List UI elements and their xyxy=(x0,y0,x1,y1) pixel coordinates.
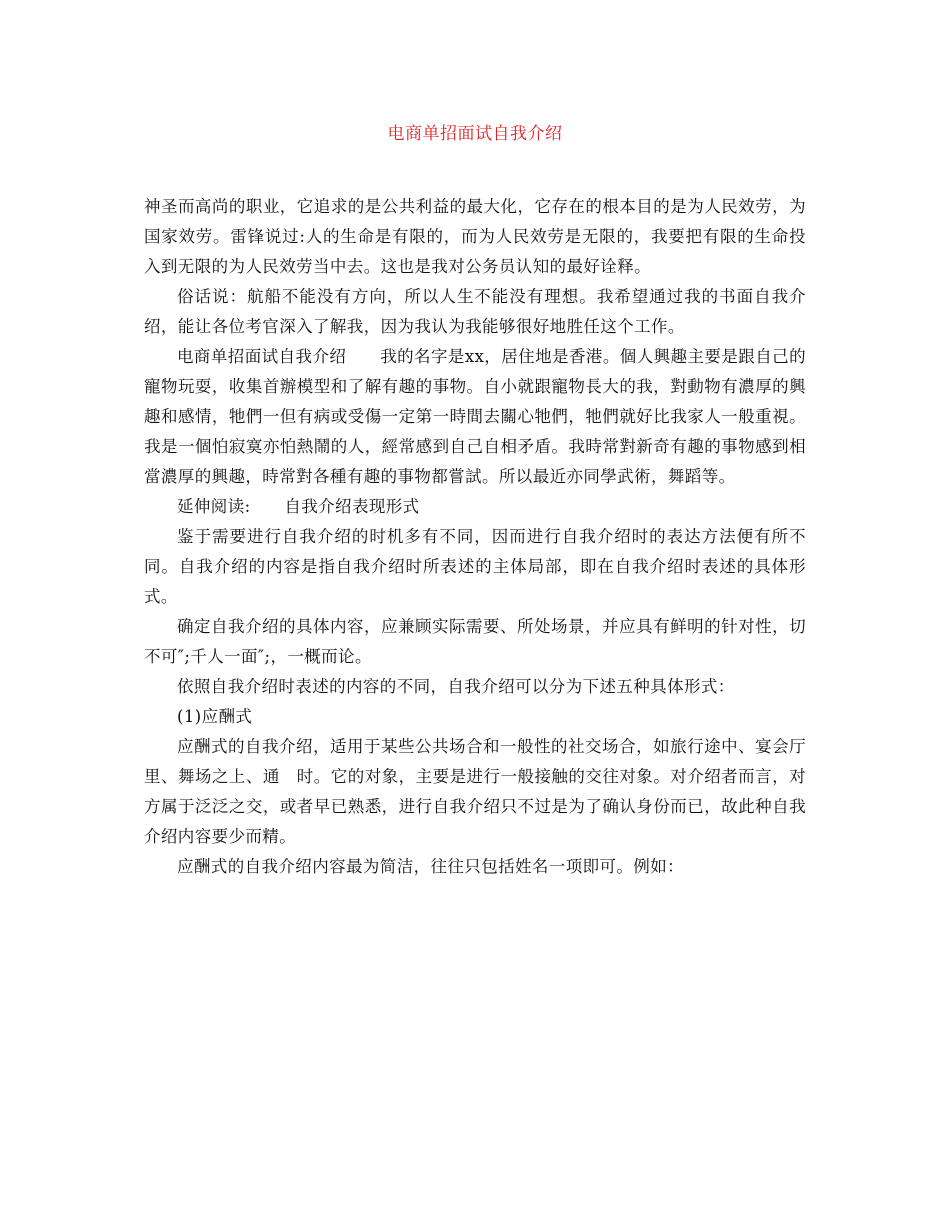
paragraph-1: 神圣而高尚的职业，它追求的是公共利益的最大化，它存在的根本目的是为人民效劳，为国家效劳。雷锋说过:人的生命是有限的，而为人民效劳是无限的，我要把有限的生命投入到无限的为人民效劳当中去。这也是我对公务员认知的最好诠释。 xyxy=(144,197,806,276)
paragraph-7: 依照自我介绍时表述的内容的不同，自我介绍可以分为下述五种具体形式： xyxy=(177,677,735,696)
paragraph-2: 俗话说：航船不能没有方向，所以人生不能没有理想。我希望通过我的书面自我介绍，能让各位考官深入了解我，因为我认为我能够很好地胜任这个工作。 xyxy=(144,287,806,336)
paragraph-8: (1)应酬式 xyxy=(177,707,253,726)
paragraph-10: 应酬式的自我介绍内容最为简洁，往往只包括姓名一项即可。例如： xyxy=(177,857,684,876)
paragraph-6: 确定自我介绍的具体内容，应兼顾实际需要、所处场景，并应具有鲜明的针对性，切不可″;千人一面″;，一概而论。 xyxy=(144,617,806,666)
paragraph-4: 延伸阅读: 自我介绍表现形式 xyxy=(177,497,420,516)
document-body xyxy=(144,192,806,882)
paragraph-3: 电商单招面试自我介绍 我的名字是xx，居住地是香港。個人興趣主要是跟自己的寵物玩耍，收集首辦模型和了解有趣的事物。自小就跟寵物長大的我，對動物有濃厚的興趣和感情，牠們一但有病或受傷一定第一時間去關心牠們，牠們就好比我家人一般重視。我是一個怕寂寞亦怕熱鬧的人，經常感到自己自相矛盾。我時常對新奇有趣的事物感到相當濃厚的興趣，時常對各種有趣的事物都嘗試。所以最近亦同學武術，舞蹈等。 xyxy=(144,347,806,486)
paragraph-5: 鉴于需要进行自我介绍的时机多有不同，因而进行自我介绍时的表达方法便有所不同。自我介绍的内容是指自我介绍时所表述的主体局部，即在自我介绍时表述的具体形式。 xyxy=(144,527,806,606)
paragraph-9: 应酬式的自我介绍，适用于某些公共场合和一般性的社交场合，如旅行途中、宴会厅里、舞场之上、通 时。它的对象，主要是进行一般接触的交往对象。对介绍者而言，对方属于泛泛之交，或者早已熟悉，进行自我介绍只不过是为了确认身份而已，故此种自我介绍内容要少而精。 xyxy=(144,737,806,846)
document-title: 电商单招面试自我介绍 xyxy=(387,124,563,144)
